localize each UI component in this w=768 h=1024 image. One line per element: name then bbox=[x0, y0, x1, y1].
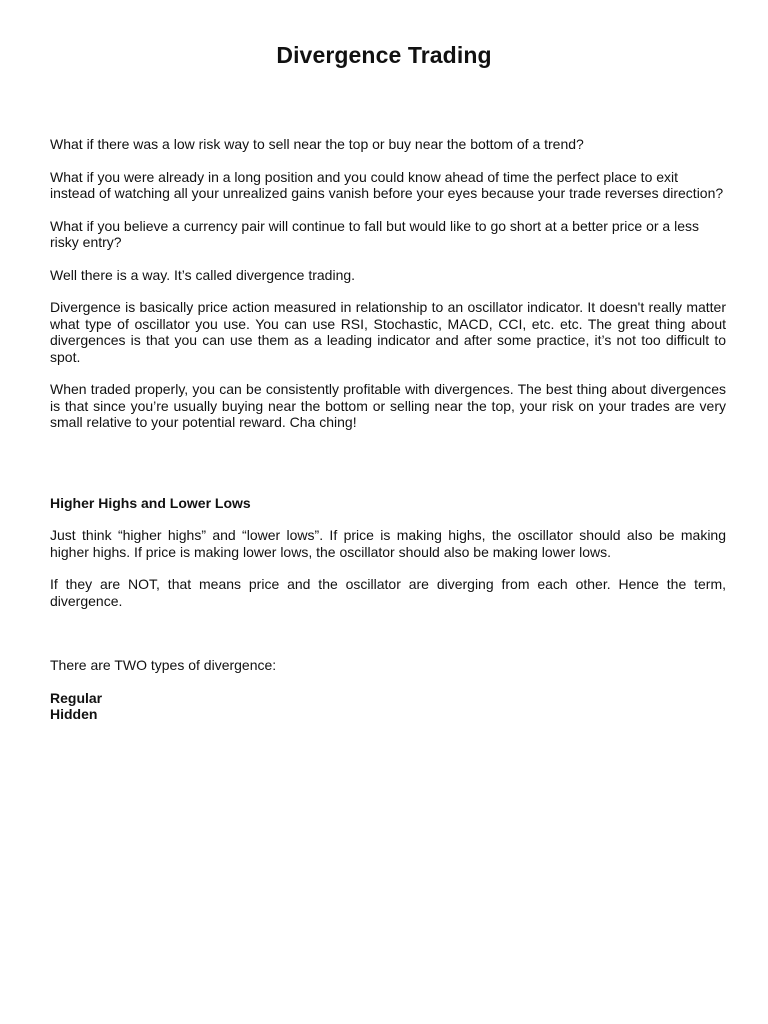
intro-paragraph-1: What if there was a low risk way to sell near the top or buy near the bottom of a trend? bbox=[50, 136, 584, 152]
section-spacer bbox=[50, 447, 726, 495]
intro-paragraph-5: Divergence is basically price action measured in relationship to an oscillator indicator. It doesn't really matter what type of oscillator you use. You can use RSI, Stochastic, MACD, CCI, etc. etc. The great thing about divergences is that you can use them as a leading indicator and after some practice, it’s not too difficult to spot. bbox=[50, 299, 726, 365]
intro-paragraph-3: What if you believe a currency pair will continue to fall but would like to go short at a better price or a less risky entry? bbox=[50, 217, 699, 250]
type-item-hidden: Hidden bbox=[50, 706, 98, 722]
intro-paragraph-2: What if you were already in a long position and you could know ahead of time the perfect place to exit instead of watching all your unrealized gains vanish before your eyes because your trade reverses direction? bbox=[50, 168, 724, 201]
types-spacer bbox=[50, 625, 726, 657]
types-intro: There are TWO types of divergence: bbox=[50, 657, 277, 673]
section-heading: Higher Highs and Lower Lows bbox=[50, 494, 251, 511]
section-paragraph-2: If they are NOT, that means price and the oscillator are diverging from each other. Hence the term, divergence. bbox=[50, 576, 726, 609]
type-item-regular: Regular bbox=[50, 689, 103, 706]
document-body bbox=[50, 136, 726, 723]
intro-paragraph-6: When traded properly, you can be consistently profitable with divergences. The best thing about divergences is that since you’re usually buying near the bottom or selling near the top, your risk on your trades are very small relative to your potential reward. Cha ching! bbox=[50, 381, 726, 430]
document-title: Divergence Trading bbox=[276, 42, 492, 68]
intro-paragraph-4: Well there is a way. It’s called divergence trading. bbox=[50, 266, 356, 283]
section-paragraph-1: Just think “higher highs” and “lower lows”. If price is making highs, the oscillator should also be making higher highs. If price is making lower lows, the oscillator should also be making lower lows. bbox=[50, 527, 726, 560]
